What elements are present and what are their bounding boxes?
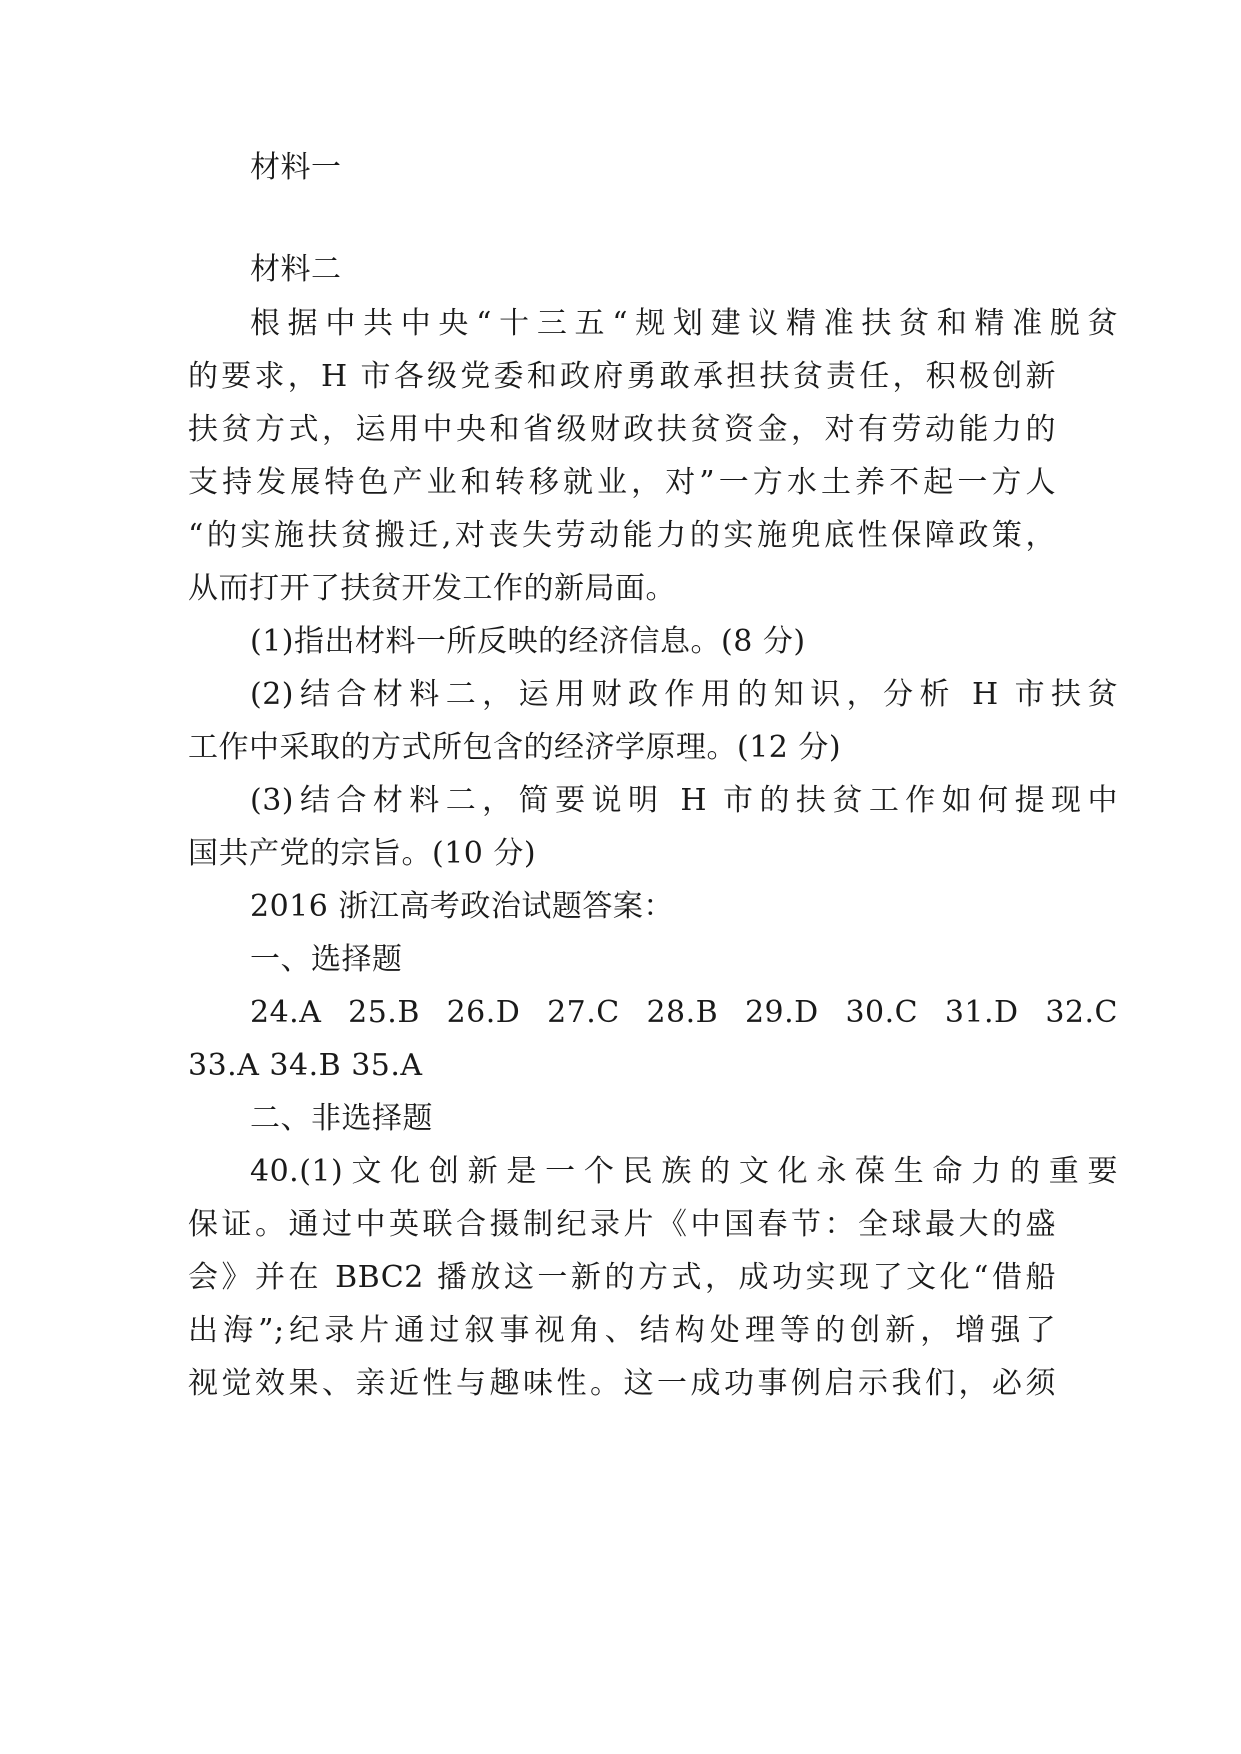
material-two-heading: 材料二	[250, 252, 342, 287]
answer-paragraph-line: 保证。通过中英联合摄制纪录片《中国春节：全球最大的盛	[188, 1207, 1056, 1242]
question-3-line: 国共产党的宗旨。(10 分)	[188, 836, 537, 871]
section-multiple-choice: 一、选择题	[250, 942, 403, 977]
material-one-heading: 材料一	[250, 150, 342, 185]
answer-heading: 2016 浙江高考政治试题答案：	[250, 889, 674, 924]
answer-paragraph-line: 会》并在 BBC2 播放这一新的方式，成功实现了文化“借船	[188, 1260, 1056, 1295]
question-2-line: (2)结合材料二，运用财政作用的知识，分析 H 市扶贫	[250, 677, 1118, 712]
answer-paragraph-line: 40.(1)文化创新是一个民族的文化永葆生命力的重要	[250, 1154, 1118, 1189]
question-1: (1)指出材料一所反映的经济信息。(8 分)	[250, 624, 806, 659]
question-3-line: (3)结合材料二，简要说明 H 市的扶贫工作如何提现中	[250, 783, 1118, 818]
paragraph-line: 支持发展特色产业和转移就业，对”一方水土养不起一方人	[188, 465, 1056, 500]
answer-paragraph-line: 出海”;纪录片通过叙事视角、结构处理等的创新，增强了	[188, 1313, 1056, 1348]
section-non-multiple-choice: 二、非选择题	[250, 1101, 433, 1136]
paragraph-line: 扶贫方式，运用中央和省级财政扶贫资金，对有劳动能力的	[188, 412, 1056, 447]
answer-paragraph-line: 视觉效果、亲近性与趣味性。这一成功事例启示我们，必须	[188, 1366, 1056, 1401]
choice-answers-line: 33.A 34.B 35.A	[188, 1048, 423, 1083]
paragraph-line: “的实施扶贫搬迁,对丧失劳动能力的实施兜底性保障政策，	[188, 518, 1056, 553]
paragraph-line: 的要求，H 市各级党委和政府勇敢承担扶贫责任，积极创新	[188, 359, 1056, 394]
document-page	[188, 0, 1118, 1754]
paragraph-line: 从而打开了扶贫开发工作的新局面。	[188, 571, 676, 606]
paragraph-line: 根据中共中央“十三五“规划建议精准扶贫和精准脱贫	[250, 306, 1118, 341]
choice-answers-line: 24.A 25.B 26.D 27.C 28.B 29.D 30.C 31.D 32.C	[250, 995, 1118, 1030]
question-2-line: 工作中采取的方式所包含的经济学原理。(12 分)	[188, 730, 842, 765]
